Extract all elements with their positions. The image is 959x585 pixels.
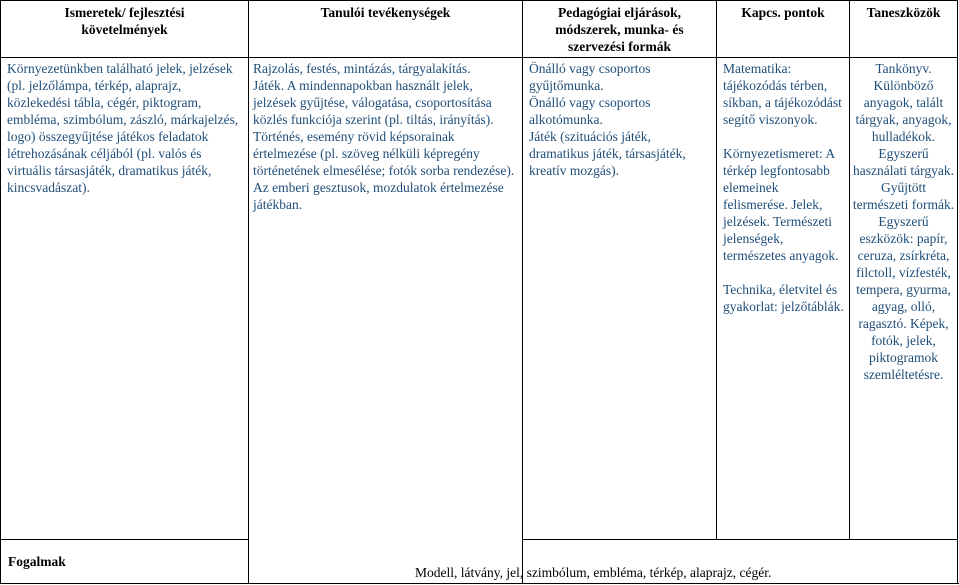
header-tools: Taneszközök xyxy=(850,1,958,58)
activity-item: Játék. A mindennapokban használt jelek, jelzések gyűjtése, válogatása, csoportosítása közlés funkciója szerint (pl. tiltás, irányítás). xyxy=(253,78,494,127)
footer-content xyxy=(415,540,958,584)
knowledge-cell: Környezetünkben található jelek, jelzések (pl. jelzőlámpa, térkép, alaprajz, közlekedési tábla, cégér, piktogram, embléma, szimbólum, zászló, márkajelzés, logo) összegyűjtése játékos feladatok létrehozásának céljából (pl. valós és virtuális társasjáték, dramatikus játék, kincsvadászat). xyxy=(1,58,249,540)
methods-cell xyxy=(523,58,717,540)
content-row xyxy=(1,58,958,540)
connection-item: Matematika: tájékozódás térben, síkban, a tájékozódást segítő viszonyok. xyxy=(723,61,842,127)
footer-label-text: Fogalmak xyxy=(8,554,66,569)
connections-cell xyxy=(717,58,850,540)
header-knowledge: Ismeretek/ fejlesztési követelmények xyxy=(1,1,249,58)
method-item: Játék (szituációs játék, dramatikus játék, társasjáték, kreatív mozgás). xyxy=(529,129,686,178)
activity-item: Az emberi gesztusok, mozdulatok értelmezése játékban. xyxy=(253,180,504,212)
tools-cell: Tankönyv. Különböző anyagok, talált tárgyak, anyagok, hulladékok. Egyszerű használati tárgyak. Gyűjtött természeti formák. Egyszerű eszközök: papír, ceruza, zsírkréta, filctoll, vízfesték, tempera, gyurma, agyag, olló, ragasztó. Képek, fotók, jelek, piktogramok szemléltetésre. xyxy=(850,58,958,540)
connection-item: Technika, életvitel és gyakorlat: jelzőtáblák. xyxy=(723,282,844,314)
header-activities: Tanulói tevékenységek xyxy=(249,1,523,58)
activity-item: Történés, esemény rövid képsorainak értelmezése (pl. szöveg nélküli képregény történetének elmesélése; fotók sorba rendezése). xyxy=(253,129,515,178)
header-methods: Pedagógiai eljárások, módszerek, munka- és szervezési formák xyxy=(523,1,717,58)
connection-item: Környezetismeret: A térkép legfontosabb elemeinek felismerése. Jelek, jelzések. Természeti jelenségek, természetes anyagok. xyxy=(723,146,839,263)
method-item: Önálló vagy csoportos gyűjtőmunka. xyxy=(529,61,651,93)
footer-content-text: Modell, látvány, jel, szimbólum, embléma, térkép, alaprajz, cégér. xyxy=(415,565,772,580)
activities-cell xyxy=(249,58,523,584)
footer-label xyxy=(1,540,249,584)
header-row xyxy=(1,1,958,58)
header-connections: Kapcs. pontok xyxy=(717,1,850,58)
activity-item: Rajzolás, festés, mintázás, tárgyalakítás. xyxy=(253,61,471,76)
method-item: Önálló vagy csoportos alkotómunka. xyxy=(529,95,651,127)
